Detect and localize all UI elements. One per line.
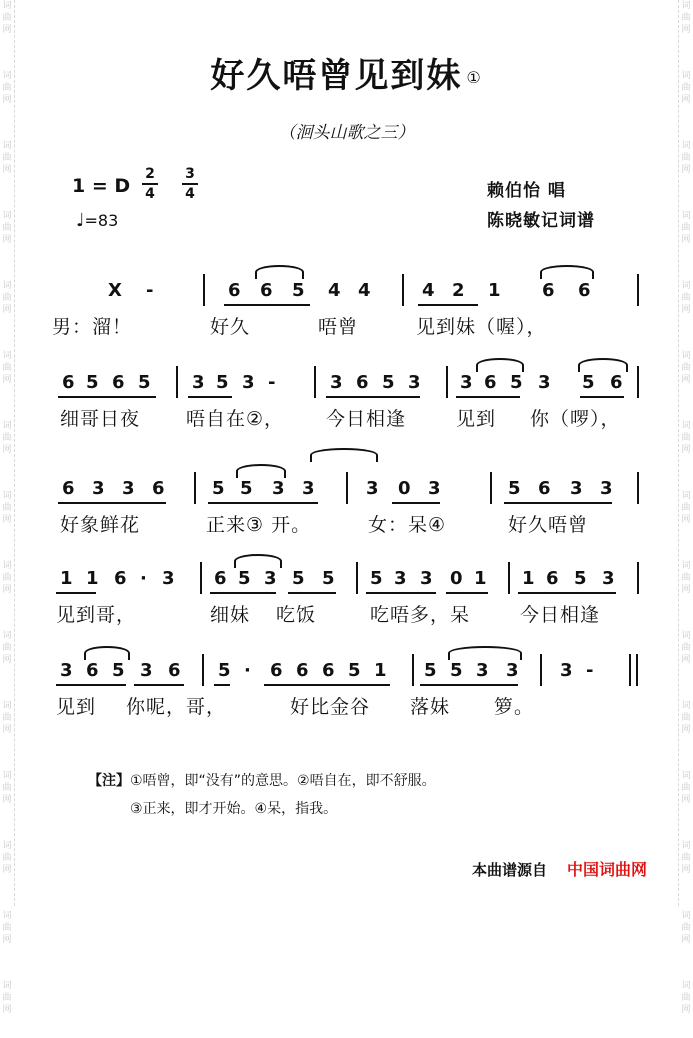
beam-underline: [188, 396, 232, 398]
beam-underline: [264, 684, 390, 686]
key-signature: 1 = D: [72, 175, 131, 197]
lyric-segment: 好象鲜花: [60, 514, 141, 536]
note: 5: [450, 660, 463, 681]
slur: [310, 448, 378, 462]
slur: [476, 358, 524, 372]
note: 6: [260, 280, 273, 301]
beam-underline: [518, 592, 616, 594]
bar-line: [176, 366, 178, 398]
lyric-segment: 好久: [210, 316, 251, 338]
bar-line: [412, 654, 414, 686]
lyric-segment: 见到: [456, 408, 497, 430]
note: 5: [424, 660, 437, 681]
note: 3: [600, 478, 613, 499]
bar-line: [194, 472, 196, 504]
song-title: [0, 48, 693, 97]
lyric-segment: 好比金谷: [290, 696, 371, 718]
note: 3: [560, 660, 573, 681]
beam-underline: [288, 592, 336, 594]
note: 3: [538, 372, 551, 393]
lyric-segment: 细妹: [210, 604, 251, 626]
note: 3: [476, 660, 489, 681]
lyric-segment: 见到哥，: [56, 604, 137, 626]
note: 6: [538, 478, 551, 499]
note: 6: [86, 660, 99, 681]
beam-underline: [56, 592, 96, 594]
note: 5: [292, 568, 305, 589]
note: 3: [570, 478, 583, 499]
note: 3: [460, 372, 473, 393]
note: 1: [488, 280, 501, 301]
time-signature-1: 2 4: [142, 166, 158, 202]
lyric-segment: 见到妹（喔），: [416, 316, 547, 338]
beam-underline: [504, 502, 612, 504]
lyric-segment: 你（啰），: [530, 408, 621, 430]
note: 6: [542, 280, 555, 301]
note: 4: [358, 280, 371, 301]
title-text: 好久唔曾见到妹: [210, 56, 463, 96]
tempo-marking: ♩=83: [76, 210, 119, 231]
note: 2: [452, 280, 465, 301]
watermark-left: 词 曲 网 词 曲 网 词 曲 网 词 曲 网 词 曲 网 词 曲 网 词 曲 网 词 曲 网 词 曲 网 词 曲 网 词 曲 网 词 曲 网 词 曲 网 词 曲 网 词 曲 网: [0, 0, 15, 906]
note: 5: [582, 372, 595, 393]
note: 3: [330, 372, 343, 393]
note: 6: [578, 280, 591, 301]
bar-line: [636, 654, 638, 686]
lyric-segment: 今日相逢: [326, 408, 407, 430]
beam-underline: [58, 396, 156, 398]
note: 4: [328, 280, 341, 301]
bar-line: [446, 366, 448, 398]
beam-underline: [420, 684, 518, 686]
slur: [84, 646, 130, 660]
note: 5: [292, 280, 305, 301]
lyric-segment: 正来③ 开。: [206, 514, 312, 536]
note: 5: [218, 660, 231, 681]
note: 3: [242, 372, 255, 393]
note: 6: [152, 478, 165, 499]
note: 6: [546, 568, 559, 589]
note: 1: [474, 568, 487, 589]
note: 6: [270, 660, 283, 681]
note: -: [586, 660, 594, 681]
note: 5: [216, 372, 229, 393]
note: 3: [192, 372, 205, 393]
beam-underline: [210, 592, 276, 594]
singer-credit: 赖伯怡 唱: [487, 181, 566, 201]
beam-underline: [224, 304, 310, 306]
note: ·: [244, 660, 251, 681]
note: 3: [272, 478, 285, 499]
note: 5: [508, 478, 521, 499]
bar-line: [314, 366, 316, 398]
note: 5: [240, 478, 253, 499]
note: 3: [140, 660, 153, 681]
note: 6: [114, 568, 127, 589]
note: 5: [138, 372, 151, 393]
slur: [448, 646, 522, 660]
beam-underline: [58, 502, 166, 504]
title-footnote-mark: ①: [466, 68, 483, 87]
quarter-note-icon: ♩: [76, 210, 85, 231]
bar-line: [356, 562, 358, 594]
lyric-segment: 今日相逢: [520, 604, 601, 626]
lyric-segment: 唔自在②，: [186, 408, 285, 430]
beam-underline: [580, 396, 624, 398]
bar-line: [202, 654, 204, 686]
bar-line: [200, 562, 202, 594]
lyric-segment: 女：呆④: [368, 514, 447, 536]
bar-line: [637, 472, 639, 504]
note: 6: [214, 568, 227, 589]
note: 1: [86, 568, 99, 589]
note: 4: [422, 280, 435, 301]
note: 6: [610, 372, 623, 393]
note: 5: [370, 568, 383, 589]
note: 5: [112, 660, 125, 681]
note: X: [108, 280, 122, 301]
slur: [236, 464, 286, 478]
note: 3: [408, 372, 421, 393]
bar-line: [629, 654, 631, 686]
note: 0: [398, 478, 411, 499]
note: ·: [140, 568, 147, 589]
note: 0: [450, 568, 463, 589]
watermark-right: 词 曲 网 词 曲 网 词 曲 网 词 曲 网 词 曲 网 词 曲 网 词 曲 网 词 曲 网 词 曲 网 词 曲 网 词 曲 网 词 曲 网 词 曲 网 词 曲 网 词 曲 网: [678, 0, 693, 906]
note: 3: [60, 660, 73, 681]
lyric-lead: 男：溜！: [52, 316, 133, 338]
source-site-link[interactable]: 中国词曲网: [567, 860, 648, 879]
note: 5: [322, 568, 335, 589]
note: 6: [356, 372, 369, 393]
lyric-segment: 箩。: [494, 696, 535, 718]
bar-line: [637, 274, 639, 306]
note: 6: [168, 660, 181, 681]
lyric-segment: 唔曾: [318, 316, 359, 338]
beam-underline: [134, 684, 184, 686]
note: 3: [420, 568, 433, 589]
beam-underline: [366, 592, 436, 594]
bar-line: [508, 562, 510, 594]
lyric-segment: 见到: [56, 696, 97, 718]
note: 6: [228, 280, 241, 301]
note: -: [146, 280, 154, 301]
note: 5: [574, 568, 587, 589]
beam-underline: [456, 396, 520, 398]
slur: [234, 554, 282, 568]
note: 6: [296, 660, 309, 681]
note: 6: [484, 372, 497, 393]
beam-underline: [56, 684, 126, 686]
beam-underline: [326, 396, 420, 398]
note: 5: [86, 372, 99, 393]
transcriber-credit: 陈晓敏记词谱: [487, 211, 595, 231]
bar-line: [402, 274, 404, 306]
lyric-segment: 吃唔多，呆: [370, 604, 471, 626]
note: 3: [122, 478, 135, 499]
note: 1: [60, 568, 73, 589]
time-signature-2: 3 4: [182, 166, 198, 202]
note: 3: [394, 568, 407, 589]
bar-line: [637, 366, 639, 398]
note: 6: [112, 372, 125, 393]
slur: [540, 265, 594, 279]
note: 5: [510, 372, 523, 393]
note: 6: [62, 372, 75, 393]
note: 1: [374, 660, 387, 681]
lyric-segment: 落妹: [410, 696, 451, 718]
note: 3: [162, 568, 175, 589]
beam-underline: [208, 502, 318, 504]
footnote-line-2: ③正来，即才开始。④呆，指我。: [130, 801, 338, 817]
bar-line: [540, 654, 542, 686]
lyric-segment: 细哥日夜: [60, 408, 141, 430]
song-subtitle: （洄头山歌之三）: [278, 123, 415, 143]
note: 5: [348, 660, 361, 681]
bar-line: [490, 472, 492, 504]
note: 3: [302, 478, 315, 499]
note: 6: [322, 660, 335, 681]
note: 6: [62, 478, 75, 499]
footnote-line-1: 【注】①唔曾，即“没有”的意思。②唔自在，即不舒服。: [88, 773, 436, 789]
note: 3: [264, 568, 277, 589]
bar-line: [203, 274, 205, 306]
note: 5: [238, 568, 251, 589]
note: 5: [382, 372, 395, 393]
beam-underline: [214, 684, 230, 686]
note: 5: [212, 478, 225, 499]
beam-underline: [418, 304, 478, 306]
lyric-segment: 吃饭: [276, 604, 317, 626]
bar-line: [346, 472, 348, 504]
note: 3: [366, 478, 379, 499]
source-credit: 本曲谱源自 中国词曲网: [472, 860, 648, 879]
note: 3: [602, 568, 615, 589]
note: 1: [522, 568, 535, 589]
note: 3: [92, 478, 105, 499]
slur: [578, 358, 628, 372]
note: -: [268, 372, 276, 393]
note: 3: [428, 478, 441, 499]
lyric-segment: 你呢，哥，: [126, 696, 227, 718]
bar-line: [637, 562, 639, 594]
beam-underline: [392, 502, 440, 504]
beam-underline: [446, 592, 488, 594]
lyric-segment: 好久唔曾: [508, 514, 589, 536]
slur: [255, 265, 304, 279]
note: 3: [506, 660, 519, 681]
